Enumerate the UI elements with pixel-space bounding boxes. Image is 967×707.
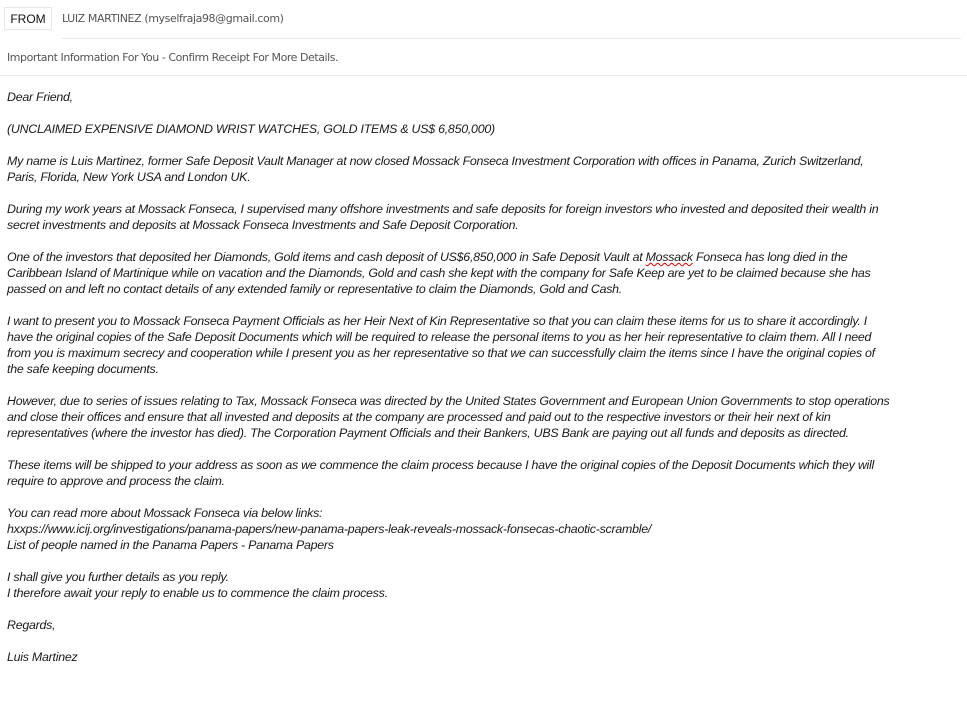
from-label: FROM	[4, 7, 52, 30]
email-line: However, due to series of issues relating to Tax, Mossack Fonseca was directed by the United States Government and European Union Governments to stop operations	[7, 394, 890, 408]
email-line: I want to present you to Mossack Fonseca Payment Officials as her Heir Next of Kin Representative so that you can claim these items for us to share it accordingly. I	[7, 314, 867, 328]
email-line: Dear Friend,	[7, 90, 73, 104]
email-paragraph	[7, 121, 889, 137]
email-line: Paris, Florida, New York USA and London UK.	[7, 170, 251, 184]
email-line: One of the investors that deposited her Diamonds, Gold items and cash deposit of US$6,850,000 in Safe Deposit Vault at Mossack Fonseca has long died in the	[7, 250, 848, 264]
email-line: List of people named in the Panama Papers - Panama Papers	[7, 538, 334, 552]
email-paragraph	[7, 649, 889, 665]
email-line: require to approve and process the claim.	[7, 474, 225, 488]
email-line: These items will be shipped to your address as soon as we commence the claim process because I have the original copies of the Deposit Documents which they will	[7, 458, 875, 472]
email-paragraph	[7, 393, 889, 441]
email-line: I shall give you further details as you reply.	[7, 570, 229, 584]
email-line: representatives (where the investor has died). The Corporation Payment Officials and their Bankers, UBS Bank are paying out all funds and deposits as directed.	[7, 426, 849, 440]
email-line: passed on and left no contact details of any extended family or representative to claim the Diamonds, Gold and Cash.	[7, 282, 622, 296]
email-line: Regards,	[7, 618, 56, 632]
spellcheck-word: Mossack	[645, 250, 693, 264]
email-line: Luis Martinez	[7, 650, 78, 664]
email-line: You can read more about Mossack Fonseca via below links:	[7, 506, 323, 520]
email-line: During my work years at Mossack Fonseca, I supervised many offshore investments and safe deposits for foreign investors who invested and deposited their wealth in	[7, 202, 879, 216]
email-paragraph	[7, 89, 889, 105]
email-line: from you is maximum secrecy and cooperation while I present you as her representative so that we can successfully claim the items since I have the original copies of	[7, 346, 875, 360]
email-paragraph	[7, 249, 889, 297]
email-body	[7, 89, 889, 681]
email-line: the safe keeping documents.	[7, 362, 159, 376]
email-paragraph	[7, 201, 889, 233]
email-paragraph	[7, 505, 889, 553]
email-line: have the original copies of the Safe Deposit Documents which will be required to release the personal items to you as her heir representative to claim them. All I need	[7, 330, 872, 344]
email-paragraph	[7, 313, 889, 377]
sender-address[interactable]: LUIZ MARTINEZ (myselfraja98@gmail.com)	[62, 12, 284, 25]
email-paragraph	[7, 617, 889, 633]
email-paragraph	[7, 457, 889, 489]
email-line: secret investments and deposits at Mossack Fonseca Investments and Safe Deposit Corporation.	[7, 218, 519, 232]
email-line: My name is Luis Martinez, former Safe Deposit Vault Manager at now closed Mossack Fonseca Investment Corporation with offices in Panama, Zurich Switzerland,	[7, 154, 864, 168]
email-subject: Important Information For You - Confirm Receipt For More Details.	[7, 51, 339, 64]
email-line: (UNCLAIMED EXPENSIVE DIAMOND WRIST WATCHES, GOLD ITEMS & US$ 6,850,000)	[7, 122, 495, 136]
email-line: Caribbean Island of Martinique while on vacation and the Diamonds, Gold and cash she kept with the company for Safe Keep are yet to be claimed because she has	[7, 266, 871, 280]
email-line: and close their offices and ensure that all invested and deposits at the company are processed and paid out to the respective investors or their heir next of kin	[7, 410, 831, 424]
email-link[interactable]: hxxps://www.icij.org/investigations/panama-papers/new-panama-papers-leak-reveals-mossack-fonsecas-chaotic-scramble/	[7, 522, 652, 536]
email-paragraph	[7, 569, 889, 601]
email-line: I therefore await your reply to enable us to commence the claim process.	[7, 586, 388, 600]
divider	[0, 75, 967, 76]
divider	[62, 38, 961, 39]
email-paragraph	[7, 153, 889, 185]
